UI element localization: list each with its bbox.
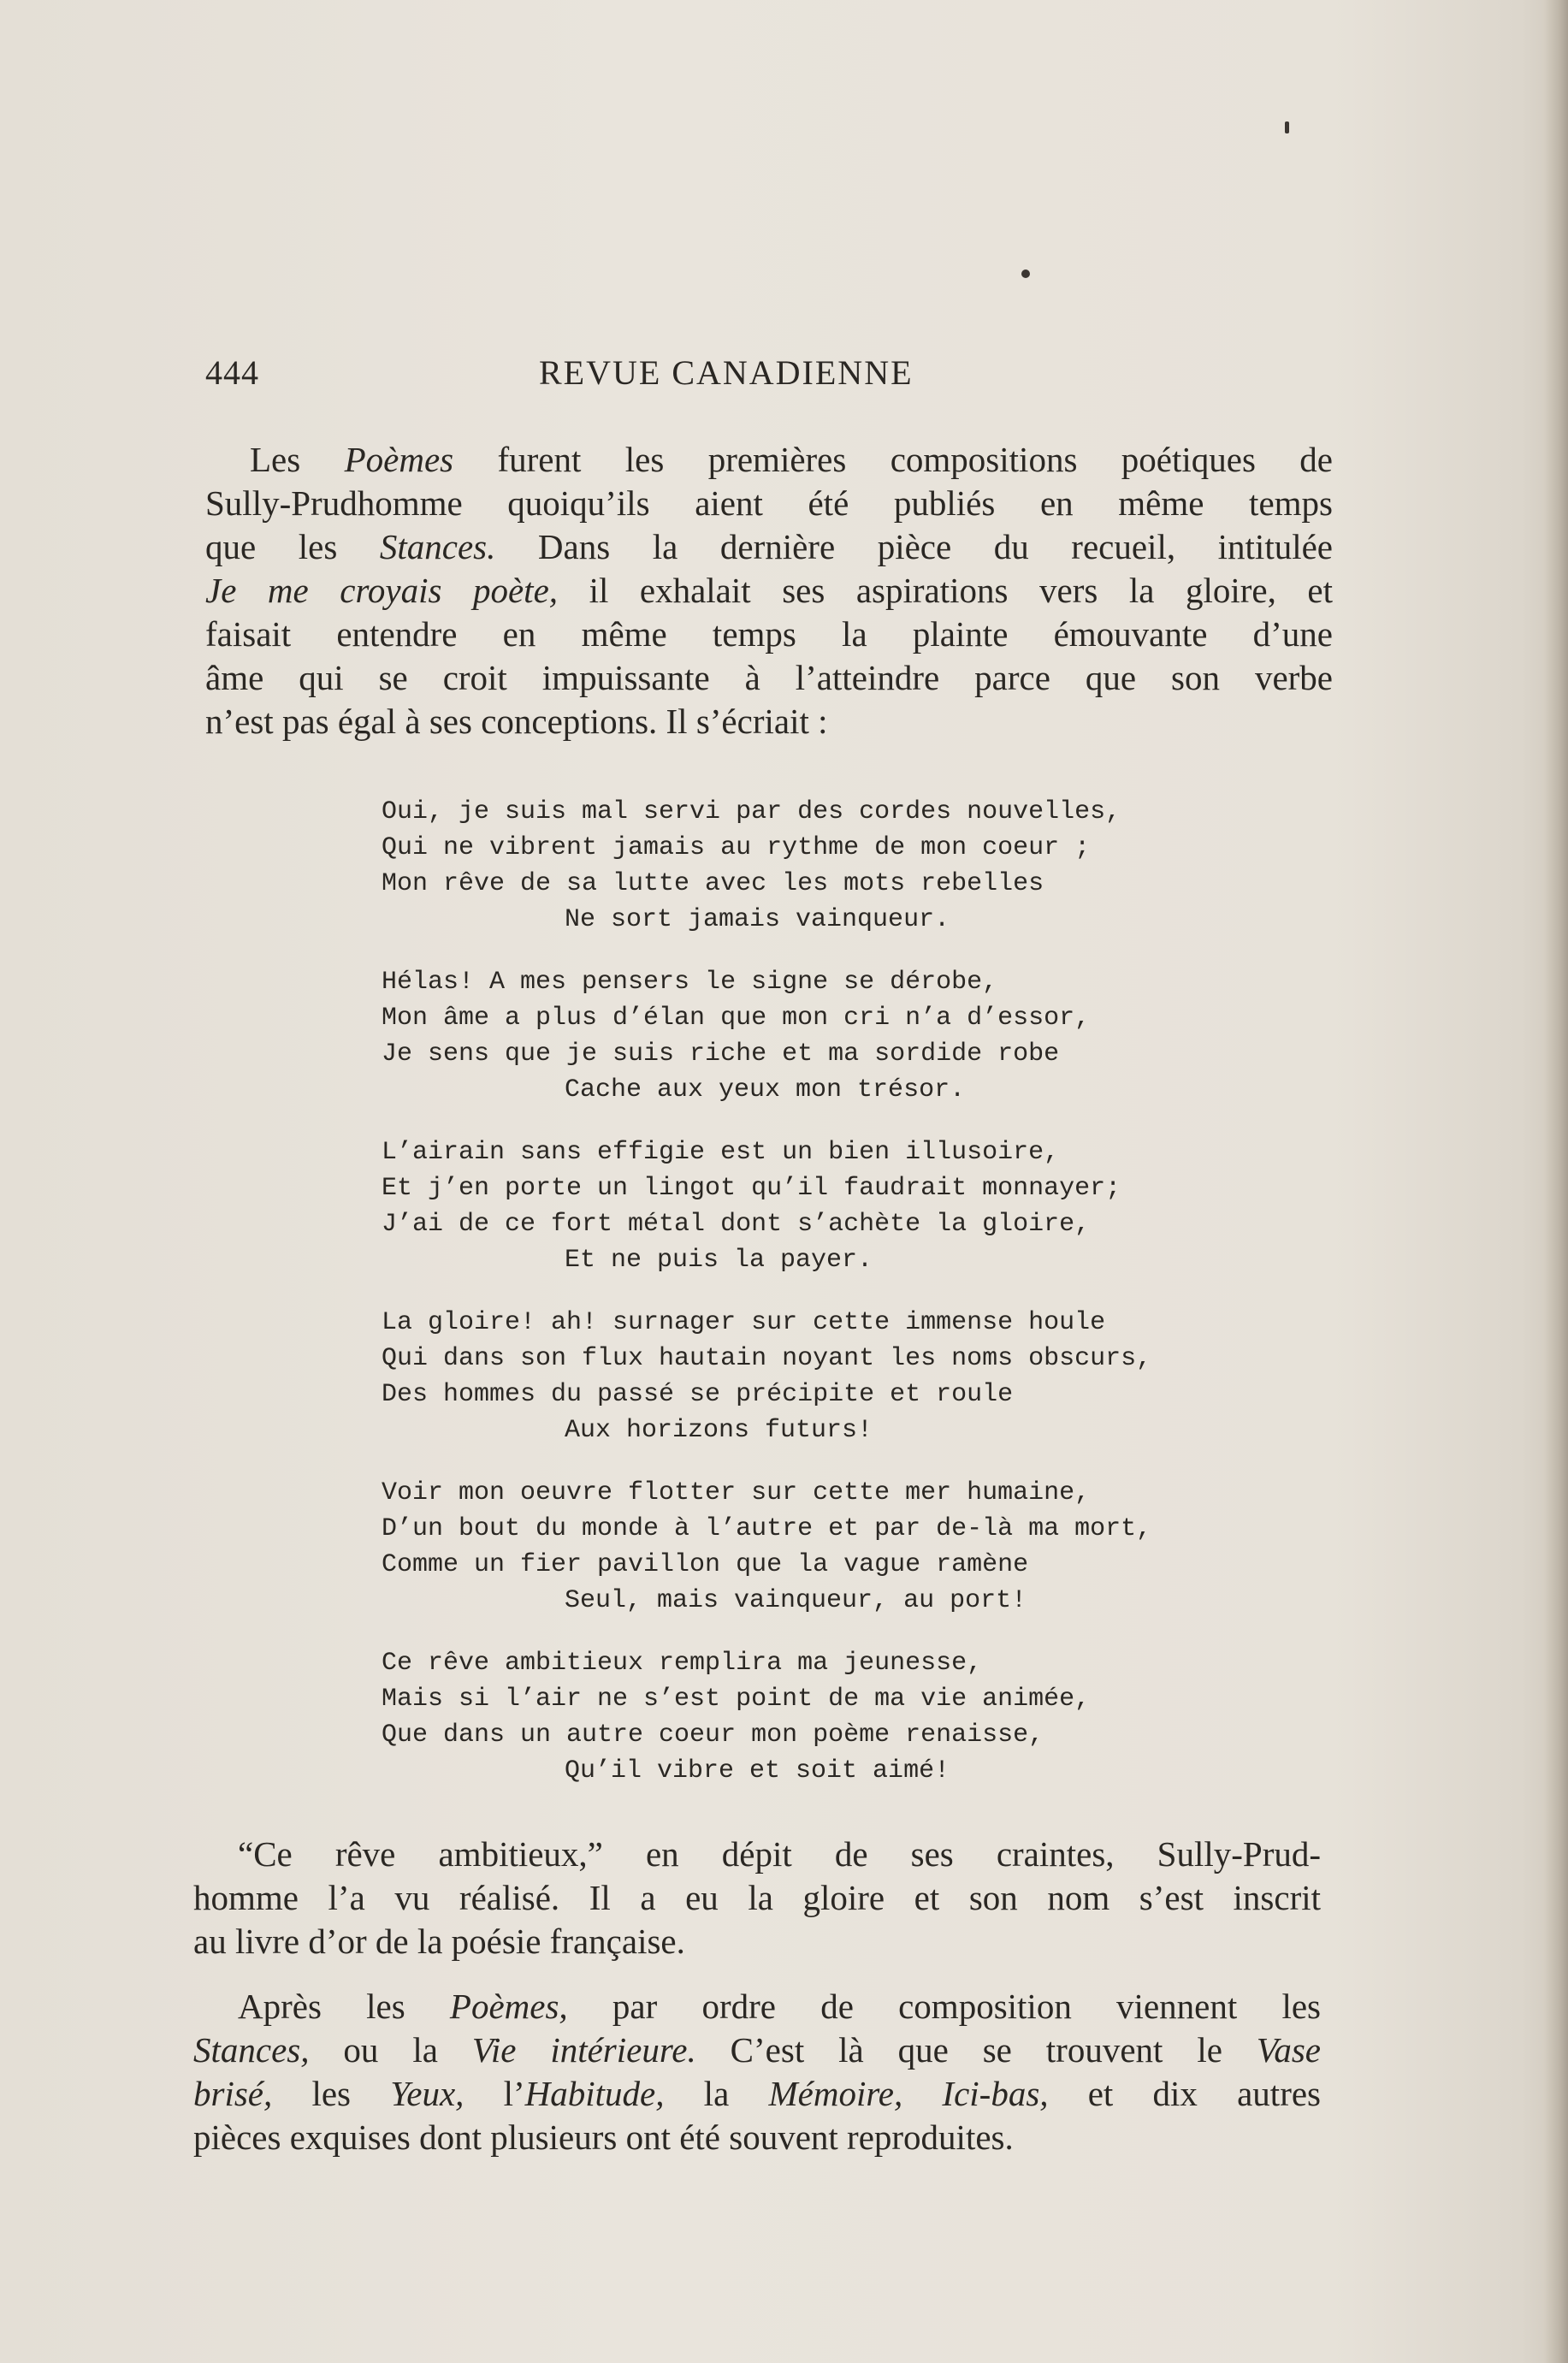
text-line: [193, 2028, 1321, 2072]
text-run: C’est là que se trouvent le: [695, 2030, 1257, 2070]
italic-title: Yeux,: [390, 2074, 464, 2113]
text-line: [205, 438, 1333, 482]
poem-verse: Ce rêve ambitieux remplira ma jeunesse,: [382, 1649, 983, 1678]
book-spine-edge: [1544, 0, 1568, 2363]
poem-verse: Que dans un autre coeur mon poème renaisse,: [382, 1720, 1044, 1750]
text-run: [902, 2074, 942, 2113]
poem-verse: Qu’il vibre et soit aimé!: [565, 1756, 950, 1786]
paragraph-realisation: [193, 1833, 1321, 1963]
italic-title: Mémoire,: [768, 2074, 903, 2113]
text-run: que les: [205, 527, 380, 566]
text-run: et dix autres: [1048, 2074, 1322, 2113]
poem-verse: Seul, mais vainqueur, au port!: [565, 1586, 1027, 1615]
text-run: par ordre de composition viennent les: [567, 1987, 1321, 2026]
text-line: pièces exquises dont plusieurs ont été souvent reproduites.: [193, 2117, 1014, 2157]
poem-verse: Oui, je suis mal servi par des cordes nouvelles,: [382, 797, 1121, 826]
text-run: Après les: [238, 1987, 450, 2026]
italic-title: Je me croyais poète,: [205, 571, 559, 610]
text-run: l’: [464, 2074, 525, 2113]
poem-verse: D’un bout du monde à l’autre et par de-là ma mort,: [382, 1514, 1152, 1543]
italic-title: Vie intérieure.: [471, 2030, 696, 2070]
poem-verse: La gloire! ah! surnager sur cette immense houle: [382, 1308, 1106, 1337]
text-run: Les: [250, 440, 345, 479]
poem-verse: Voir mon oeuvre flotter sur cette mer humaine,: [382, 1478, 1091, 1507]
poem-stanza: [382, 794, 1151, 938]
poem-stanza: [382, 1134, 1151, 1278]
poem-verse: Et ne puis la payer.: [565, 1246, 873, 1275]
text-line: [205, 525, 1333, 569]
text-line: homme l’a vu réalisé. Il a eu la gloire et son nom s’est inscrit: [193, 1878, 1321, 1917]
poem-verse: Aux horizons futurs!: [565, 1416, 873, 1445]
poem-verse: Qui dans son flux hautain noyant les noms obscurs,: [382, 1344, 1152, 1373]
italic-title: Stances.: [379, 527, 496, 566]
running-title: REVUE CANADIENNE: [539, 353, 914, 392]
text-line: n’est pas égal à ses conceptions. Il s’écriait :: [205, 702, 828, 741]
poem-verse: J’ai de ce fort métal dont s’achète la gloire,: [382, 1210, 1091, 1239]
ink-speck: [1285, 121, 1289, 133]
poem-quotation: [382, 794, 1151, 1815]
text-run: les: [272, 2074, 391, 2113]
poem-verse: Mais si l’air ne s’est point de ma vie animée,: [382, 1685, 1091, 1714]
poem-verse: Je sens que je suis riche et ma sordide robe: [382, 1039, 1060, 1069]
text-run: la: [664, 2074, 769, 2113]
text-run: il exhalait ses aspirations vers la gloire, et: [558, 571, 1333, 610]
poem-stanza: [382, 1645, 1151, 1789]
ink-speck: [1021, 269, 1030, 278]
poem-verse: Comme un fier pavillon que la vague ramène: [382, 1550, 1029, 1579]
text-line: [193, 2072, 1321, 2116]
poem-stanza: [382, 1305, 1151, 1448]
page-number: 444: [205, 353, 259, 392]
text-line: [205, 569, 1333, 613]
text-line: au livre d’or de la poésie française.: [193, 1922, 685, 1961]
italic-title: Ici-bas,: [942, 2074, 1049, 2113]
italic-title: Poèmes,: [449, 1987, 568, 2026]
text-line: âme qui se croit impuissante à l’atteindre parce que son verbe: [205, 658, 1333, 697]
text-run: furent les premières compositions poétiques de: [453, 440, 1333, 479]
poem-verse: Et j’en porte un lingot qu’il faudrait monnayer;: [382, 1174, 1121, 1203]
paragraph-intro: [205, 438, 1333, 743]
text-line: [193, 1985, 1321, 2028]
poem-verse: L’airain sans effigie est un bien illusoire,: [382, 1138, 1060, 1167]
paragraph-stances: [193, 1985, 1321, 2159]
poem-verse: Cache aux yeux mon trésor.: [565, 1075, 966, 1105]
italic-title: Poèmes: [344, 440, 454, 479]
text-line: “Ce rêve ambitieux,” en dépit de ses craintes, Sully-Prud-: [238, 1834, 1321, 1874]
poem-stanza: [382, 1475, 1151, 1619]
italic-title: Vase: [1256, 2030, 1321, 2070]
page-header: [205, 352, 1001, 404]
poem-verse: Des hommes du passé se précipite et roule: [382, 1380, 1014, 1409]
italic-title: brisé,: [193, 2074, 273, 2113]
text-run: Dans la dernière pièce du recueil, intitulée: [495, 527, 1333, 566]
poem-verse: Ne sort jamais vainqueur.: [565, 905, 950, 934]
text-line: Sully-Prudhomme quoiqu’ils aient été publiés en même temps: [205, 483, 1333, 523]
poem-verse: Hélas! A mes pensers le signe se dérobe,: [382, 968, 998, 997]
text-run: ou la: [309, 2030, 472, 2070]
italic-title: Stances,: [193, 2030, 310, 2070]
poem-stanza: [382, 964, 1151, 1108]
poem-verse: Mon rêve de sa lutte avec les mots rebelles: [382, 869, 1044, 898]
text-line: faisait entendre en même temps la plainte émouvante d’une: [205, 614, 1333, 654]
italic-title: Habitude,: [524, 2074, 665, 2113]
poem-verse: Qui ne vibrent jamais au rythme de mon coeur ;: [382, 833, 1091, 862]
poem-verse: Mon âme a plus d’élan que mon cri n’a d’essor,: [382, 1004, 1091, 1033]
